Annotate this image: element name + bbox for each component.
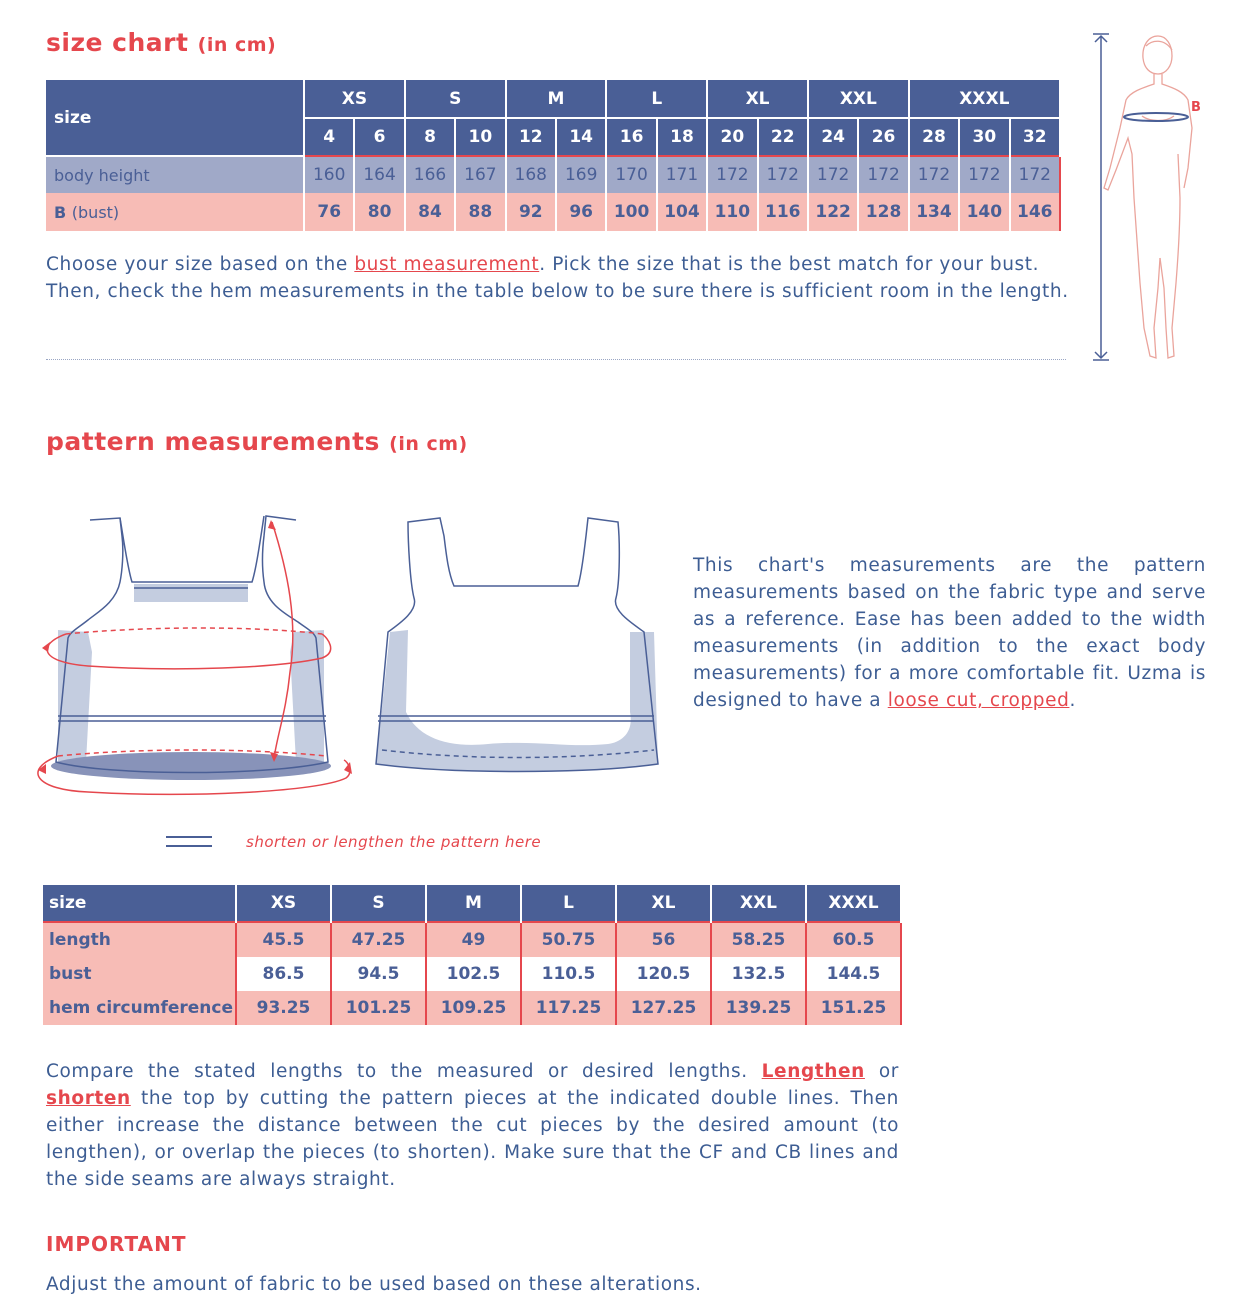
bust-cell: 92 [506,193,556,231]
pattern-value-cell: 86.5 [236,957,331,991]
body-height-label: body height [46,156,304,193]
pattern-value-cell: 120.5 [616,957,711,991]
lengthen-link[interactable]: Lengthen [761,1061,865,1082]
pattern-row-label: hem circumference [43,991,236,1025]
body-height-cell: 170 [606,156,656,193]
pattern-size-header: size [43,885,236,922]
body-height-cell: 171 [657,156,707,193]
pattern-value-cell: 94.5 [331,957,426,991]
pattern-description-b: . [1069,690,1076,711]
size-number-header: 20 [707,118,757,156]
size-number-header: 12 [506,118,556,156]
bust-band-icon [1124,113,1188,121]
legend-text: shorten or lengthen the pattern here [246,833,542,851]
bust-cell: 122 [808,193,858,231]
pattern-value-cell: 50.75 [521,922,616,957]
bust-cell: 146 [1010,193,1060,231]
pattern-size-column-header: L [521,885,616,922]
pattern-value-cell: 127.25 [616,991,711,1025]
pattern-table-row [43,922,901,957]
pattern-size-column-header: XS [236,885,331,922]
pattern-row-label: bust [43,957,236,991]
pattern-value-cell: 151.25 [806,991,901,1025]
size-number-header: 32 [1010,118,1060,156]
body-height-cell: 172 [808,156,858,193]
pattern-value-cell: 49 [426,922,521,957]
bust-label-rest: (bust) [71,202,120,222]
size-number-header: 16 [606,118,656,156]
compare-text [46,1058,899,1193]
size-number-header: 26 [858,118,908,156]
pattern-measurements-table [43,885,902,1025]
bust-label-b: B [54,202,67,222]
pattern-size-column-header: S [331,885,426,922]
bust-cell: 96 [556,193,606,231]
pattern-value-cell: 109.25 [426,991,521,1025]
compare-text-b: the top by cutting the pattern pieces at the indicated double lines. Then either increase the distance between the cut pieces by the desired amount (to lengthen), or overlap the pieces (to shorten). Make sure that the CF and CB lines and the side seams are always straight. [46,1088,899,1190]
body-height-cell: 172 [858,156,908,193]
body-height-cell: 169 [556,156,606,193]
pattern-value-cell: 101.25 [331,991,426,1025]
bust-cell: 76 [304,193,354,231]
size-number-header: 10 [455,118,505,156]
body-height-cell: 172 [959,156,1009,193]
size-number-header: 18 [657,118,707,156]
figure-b-label: B [1191,100,1201,115]
size-number-header: 4 [304,118,354,156]
pattern-description-a: This chart's measurements are the pattern measurements based on the fabric type and serve as a reference. Ease has been added to the width measurements (in addition to the exact body measurements) for a more comfortable fit. Uzma is designed to have a [693,555,1206,711]
bust-measurement-link[interactable]: bust measurement [354,254,540,275]
height-arrow-icon [1093,34,1109,360]
important-text: Adjust the amount of fabric to be used based on these alterations. [46,1274,702,1295]
size-chart-unit: (in cm) [197,34,277,56]
size-group-header: L [606,80,707,118]
pattern-size-column-header: XXXL [806,885,901,922]
compare-text-mid: or [864,1061,899,1082]
pattern-title-text: pattern measurements [46,427,380,456]
pattern-table-row [43,991,901,1025]
pattern-value-cell: 110.5 [521,957,616,991]
bust-cell: 84 [405,193,455,231]
body-height-cell: 160 [304,156,354,193]
bust-cell: 110 [707,193,757,231]
size-number-header: 8 [405,118,455,156]
shorten-link[interactable]: shorten [46,1088,131,1109]
back-garment-illustration [368,512,663,782]
size-chart-title-text: size chart [46,28,189,57]
body-figure-illustration [1080,28,1210,368]
size-header: size [46,80,304,156]
intro-text [46,251,1076,305]
bust-cell: 116 [758,193,808,231]
bust-cell: 128 [858,193,908,231]
body-height-cell: 172 [1010,156,1060,193]
front-garment-illustration [28,512,358,797]
body-height-cell: 172 [758,156,808,193]
bust-cell: 140 [959,193,1009,231]
bust-cell: 88 [455,193,505,231]
important-title: IMPORTANT [46,1232,187,1256]
bust-cell: 134 [909,193,959,231]
pattern-value-cell: 60.5 [806,922,901,957]
size-group-header: XL [707,80,808,118]
size-number-header: 6 [354,118,404,156]
compare-text-a: Compare the stated lengths to the measured or desired lengths. [46,1061,762,1082]
bust-cell: 100 [606,193,656,231]
pattern-value-cell: 45.5 [236,922,331,957]
size-group-header: XS [304,80,405,118]
body-height-cell: 164 [354,156,404,193]
intro-text-1a: Choose your size based on the [46,254,355,275]
size-number-header: 22 [758,118,808,156]
size-chart-title [46,28,276,57]
pattern-value-cell: 102.5 [426,957,521,991]
body-height-cell: 172 [707,156,757,193]
pattern-value-cell: 132.5 [711,957,806,991]
size-number-header: 14 [556,118,606,156]
pattern-title [46,427,468,456]
body-height-cell: 166 [405,156,455,193]
bust-cell: 104 [657,193,707,231]
body-height-cell: 168 [506,156,556,193]
pattern-value-cell: 47.25 [331,922,426,957]
pattern-value-cell: 56 [616,922,711,957]
size-number-header: 24 [808,118,858,156]
pattern-value-cell: 58.25 [711,922,806,957]
section-divider [46,359,1066,360]
size-chart-table [46,80,1061,231]
size-group-header: M [506,80,607,118]
pattern-description [693,552,1206,714]
woman-outline-icon [1104,36,1192,358]
pattern-value-cell: 93.25 [236,991,331,1025]
intro-text-1b: . Pick the size that is the best match for your bust. [539,254,1040,275]
size-number-header: 30 [959,118,1009,156]
double-line-icon [166,834,214,850]
body-height-cell: 167 [455,156,505,193]
pattern-table-row [43,957,901,991]
size-group-header: XXL [808,80,909,118]
pattern-value-cell: 144.5 [806,957,901,991]
body-height-cell: 172 [909,156,959,193]
bust-cell: 80 [354,193,404,231]
size-group-header: S [405,80,506,118]
loose-cut-link[interactable]: loose cut, cropped [887,690,1070,711]
pattern-size-column-header: XL [616,885,711,922]
bust-label [46,193,304,231]
pattern-row-label: length [43,922,236,957]
pattern-unit: (in cm) [389,433,468,455]
pattern-size-column-header: XXL [711,885,806,922]
intro-text-2: Then, check the hem measurements in the table below to be sure there is sufficient room in the length. [46,281,1069,302]
size-group-header: XXXL [909,80,1060,118]
pattern-size-column-header: M [426,885,521,922]
pattern-value-cell: 139.25 [711,991,806,1025]
pattern-value-cell: 117.25 [521,991,616,1025]
size-number-header: 28 [909,118,959,156]
